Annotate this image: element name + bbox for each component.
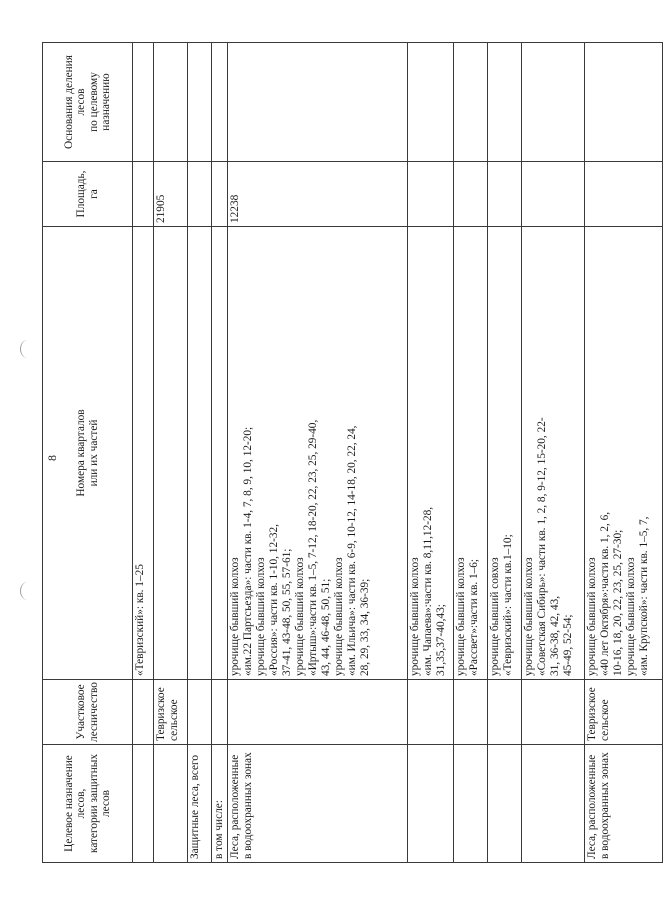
table-row: [133, 43, 154, 863]
forest-purpose-table: [42, 42, 663, 863]
cell-basis: [522, 43, 585, 162]
table-row: [522, 43, 585, 863]
cell-area: [488, 162, 522, 227]
table-row: [408, 43, 454, 863]
cell-basis: [585, 43, 663, 162]
cell-area: [454, 162, 488, 227]
punch-hole-mark: [20, 582, 35, 600]
cell-purpose: Защитные леса, всего: [188, 745, 212, 863]
header-purpose: Целевое назначение лесов, категории защитных лесов: [43, 745, 133, 863]
cell-quarters: урочище бывший колхоз «им.22 Партсъезда»: части кв. 1-4, 7, 8, 9, 10, 12-20; урочище бывший колхоз «Россия»: части кв. 1-10, 12-32, 37-41, 43-48, 50, 55, 57-61; урочище бывший колхоз «Иртыш»:части кв. 1–5, 7-12, 18-20, 22, 23, 25, 29-40, 43, 44, 46-48, 50, 51; урочище бывший колхоз «им. Ильича»: части кв. 6-9, 10-12, 14-18, 20, 22, 24, 28, 29, 33, 34, 36-39;: [228, 227, 408, 680]
punch-hole-mark: [20, 340, 35, 358]
cell-purpose: [522, 745, 585, 863]
header-basis: Основания деления лесов по целевому назначению: [43, 43, 133, 162]
cell-forestry: [228, 680, 408, 745]
cell-forestry: [408, 680, 454, 745]
header-forestry: Участковое лесничество: [43, 680, 133, 745]
table-row: [488, 43, 522, 863]
cell-area: [133, 162, 154, 227]
cell-purpose: [488, 745, 522, 863]
table-header-row: [43, 43, 133, 863]
cell-forestry: [454, 680, 488, 745]
cell-purpose: Леса, расположенные в водоохранных зонах: [585, 745, 663, 863]
cell-quarters: [212, 227, 228, 680]
cell-basis: [454, 43, 488, 162]
cell-basis: [154, 43, 188, 162]
table-row: [585, 43, 663, 863]
cell-quarters: [188, 227, 212, 680]
cell-forestry: [133, 680, 154, 745]
cell-quarters: урочище бывший колхоз «им. Чапаева»:части кв. 8,11,12-28, 31,35,37-40,43;: [408, 227, 454, 680]
cell-forestry: Тевризское сельское: [585, 680, 663, 745]
cell-area: [408, 162, 454, 227]
cell-area: 21905: [154, 162, 188, 227]
table-row: [188, 43, 212, 863]
cell-purpose: [133, 745, 154, 863]
cell-quarters: [154, 227, 188, 680]
page-number: 8: [45, 455, 59, 461]
rotated-table-container: [42, 43, 650, 863]
cell-basis: [228, 43, 408, 162]
cell-area: [585, 162, 663, 227]
cell-area: 12238: [228, 162, 408, 227]
table-row: [154, 43, 188, 863]
cell-purpose: Леса, расположенные в водоохранных зонах: [228, 745, 408, 863]
cell-basis: [212, 43, 228, 162]
table-row: [228, 43, 408, 863]
cell-basis: [188, 43, 212, 162]
cell-quarters: урочище бывший совхоз «Тевризский»: части кв.1–10;: [488, 227, 522, 680]
header-quarters: Номера кварталов или их частей: [43, 227, 133, 680]
cell-area: [188, 162, 212, 227]
cell-forestry: [188, 680, 212, 745]
header-area: Площадь, га: [43, 162, 133, 227]
cell-forestry: [488, 680, 522, 745]
cell-basis: [133, 43, 154, 162]
cell-quarters: урочище бывший колхоз «Рассвет»:части кв. 1–6;: [454, 227, 488, 680]
table-row: [212, 43, 228, 863]
cell-forestry: [212, 680, 228, 745]
cell-forestry: Тевризское сельское: [154, 680, 188, 745]
cell-basis: [488, 43, 522, 162]
cell-area: [212, 162, 228, 227]
cell-quarters: урочище бывший колхоз «40 лет Октября»:части кв. 1, 2, 6, 10-16, 18, 20, 22, 23, 25, 27-30; урочище бывший колхоз «им. Крупской»: части кв. 1–5, 7,: [585, 227, 663, 680]
cell-purpose: [408, 745, 454, 863]
cell-purpose: [454, 745, 488, 863]
cell-quarters: «Тевризский»: кв. 1–25: [133, 227, 154, 680]
cell-area: [522, 162, 585, 227]
cell-purpose: в том числе:: [212, 745, 228, 863]
table-row: [454, 43, 488, 863]
cell-basis: [408, 43, 454, 162]
cell-quarters: урочище бывший колхоз «Советская Сибирь»: части кв. 1, 2, 8, 9-12, 15-20, 22- 31, 36-38, 42, 43, 45-49, 52-54;: [522, 227, 585, 680]
cell-purpose: [154, 745, 188, 863]
cell-forestry: [522, 680, 585, 745]
